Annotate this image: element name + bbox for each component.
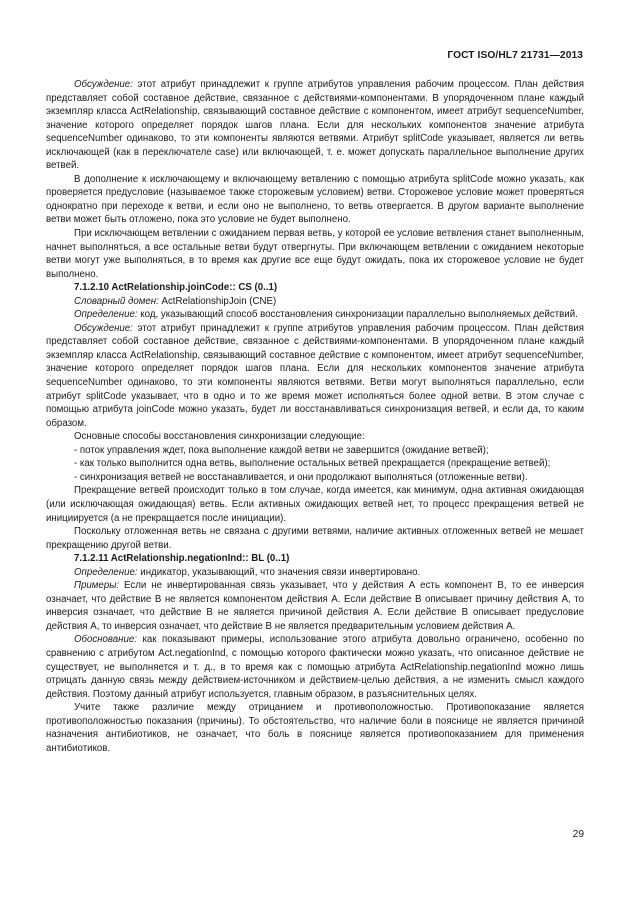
paragraph-text: Поскольку отложенная ветвь не связана с другими ветвями, наличие активных отложенных ветвей не мешает прекращению другой ветви. bbox=[46, 526, 584, 551]
paragraph bbox=[46, 173, 584, 227]
paragraph bbox=[46, 227, 584, 281]
paragraph bbox=[46, 78, 584, 173]
paragraph-text: - как только выполнится одна ветвь, выполнение остальных ветвей прекращается (прекращение ветвей); bbox=[74, 458, 551, 470]
paragraph-text: Прекращение ветвей происходит только в том случае, когда имеется, как минимум, одна активная ожидающая (или исключающая ожидающая) ветвь. Если активных ожидающих ветвей нет, то процесс прекращения ветвей не инициируется (а не прекращается после инициации). bbox=[46, 485, 584, 524]
paragraph-label: Обсуждение: bbox=[74, 322, 133, 334]
paragraph-text: этот атрибут принадлежит к группе атрибутов управления рабочим процессом. План действия представляет собой составное действие, связанное с действиями-компонентами. В упорядоченном плане каждый экземпляр класса ActRelationship, связывающий составное действие с компонентом, имеет атрибут sequenceNumber, значение которого определяет порядок шагов плана. Если для нескольких компонентов значение атрибута sequenceNumber одинаково, то эти компоненты являются ветвями. Ветви могут выполняться параллельно, если атрибут splitCode указывает, что в одно и то же время может исполняться более одной ветви. В этом случае с помощью атрибута joinCode можно указать, будет ли восстанавливаться синхронизация ветвей, и если да, то каким образом. bbox=[46, 322, 584, 429]
paragraph bbox=[46, 322, 584, 430]
paragraph-text: При исключающем ветвлении с ожиданием первая ветвь, у которой ее условие ветвления станет выполненным, начнет выполняться, а все остальные ветви будут отвергнуты. При включающем ветвлении с ожиданием некоторые ветви могут уже выполняться, в то время как другие все еще будут ожидать, пока их сторожевое условие не будет выполнено. bbox=[46, 228, 584, 280]
paragraph-label: Определение: bbox=[74, 566, 138, 578]
paragraph-label: Определение: bbox=[74, 309, 138, 321]
document-body bbox=[46, 78, 584, 755]
paragraph-text: Основные способы восстановления синхронизации следующие: bbox=[74, 431, 365, 443]
paragraph-text: код, указывающий способ восстановления синхронизации параллельно выполняемых действий. bbox=[137, 309, 578, 321]
paragraph bbox=[46, 430, 584, 444]
paragraph-label: Обсуждение: bbox=[74, 79, 133, 90]
paragraph-text: этот атрибут принадлежит к группе атрибутов управления рабочим процессом. План действия представляет собой составное действие, связанное с действиями-компонентами. В упорядоченном плане каждый экземпляр класса ActRelationship, связывающий составное действие с компонентом, имеет атрибут sequenceNumber, значение которого определяет порядок шагов плана. Если для нескольких компонентов значение атрибута sequenceNumber одинаково, то эти компоненты являются ветвями. Атрибут splitCode указывает, является ли ветвь исключающей (как в переключателе case) или включающей, т. е. может допускать параллельное выполнение других ветвей. bbox=[46, 79, 584, 172]
paragraph-label: Словарный домен: bbox=[74, 295, 159, 307]
paragraph-text: - поток управления ждет, пока выполнение каждой ветви не завершится (ожидание ветвей); bbox=[74, 444, 489, 456]
paragraph-text: В дополнение к исключающему и включающему ветвлению с помощью атрибута splitCode можно указать, как проверяется предусловие (называемое также сторожевым условием) ветви. Сторожевое условие может проверяться однократно при переходе к ветви, и если оно не выполнено, то ветвь отвергается. В другом варианте выполнение ветви может быть отложено, пока это условие не будет выполнено. bbox=[46, 173, 584, 226]
paragraph bbox=[46, 566, 584, 580]
paragraph-text: - синхронизация ветвей не восстанавливается, и они продолжают выполняться (отложенные ветви). bbox=[74, 471, 528, 483]
paragraph bbox=[46, 444, 584, 458]
paragraph bbox=[46, 484, 584, 525]
paragraph bbox=[46, 295, 584, 309]
paragraph bbox=[46, 457, 584, 471]
paragraph-text: ActRelationshipJoin (CNE) bbox=[158, 295, 277, 307]
paragraph-text: как показывают примеры, использование этого атрибута довольно ограничено, особенно по сравнению с атрибутом Act.negationInd, с помощью которого фактически можно указать, что описанное действие не существует, не выполняется и т. д., в то время как с помощью атрибута ActRelationship.negationInd можно лишь отрицать данную связь между действием-источником и действием-целью действия, а не изменить смысл каждого действия. Поэтому данный атрибут используется, главным образом, в разъяснительных целях. bbox=[46, 634, 584, 700]
section-heading bbox=[46, 552, 584, 566]
paragraph-text: Если не инвертированная связь указывает, что у действия А есть компонент В, то ее инверсия означает, что действие В не является компонентом действия А. Если действие В описывает причину действия А, то инверсия означает, что действие В не является причиной действия А. Если действие В описывает предусловие действия А, то инверсия означает, что действие В не является предварительным условием действия А. bbox=[46, 580, 584, 632]
paragraph bbox=[46, 525, 584, 552]
section-heading bbox=[46, 281, 584, 295]
paragraph-text: 7.1.2.10 ActRelationship.joinCode:: CS (0..1) bbox=[74, 282, 278, 294]
document-header: ГОСТ ISO/HL7 21731—2013 bbox=[447, 50, 583, 61]
paragraph-text: 7.1.2.11 ActRelationship.negationInd:: BL (0..1) bbox=[74, 553, 290, 565]
paragraph-text: Учите также различие между отрицанием и противоположностью. Противопоказание является противоположностью показания (причины). То обстоятельство, что наличие боли в пояснице не является причиной назначения антибиотиков, не означает, что боль в пояснице является противопоказанием для применения антибиотиков. bbox=[46, 702, 584, 754]
paragraph bbox=[46, 633, 584, 701]
paragraph bbox=[46, 701, 584, 755]
paragraph-text: индикатор, указывающий, что значения связи инвертировано. bbox=[137, 566, 421, 578]
page-number: 29 bbox=[572, 829, 584, 840]
paragraph bbox=[46, 308, 584, 322]
paragraph bbox=[46, 471, 584, 485]
paragraph-label: Обоснование: bbox=[74, 634, 137, 646]
paragraph bbox=[46, 579, 584, 633]
paragraph-label: Примеры: bbox=[74, 580, 120, 592]
